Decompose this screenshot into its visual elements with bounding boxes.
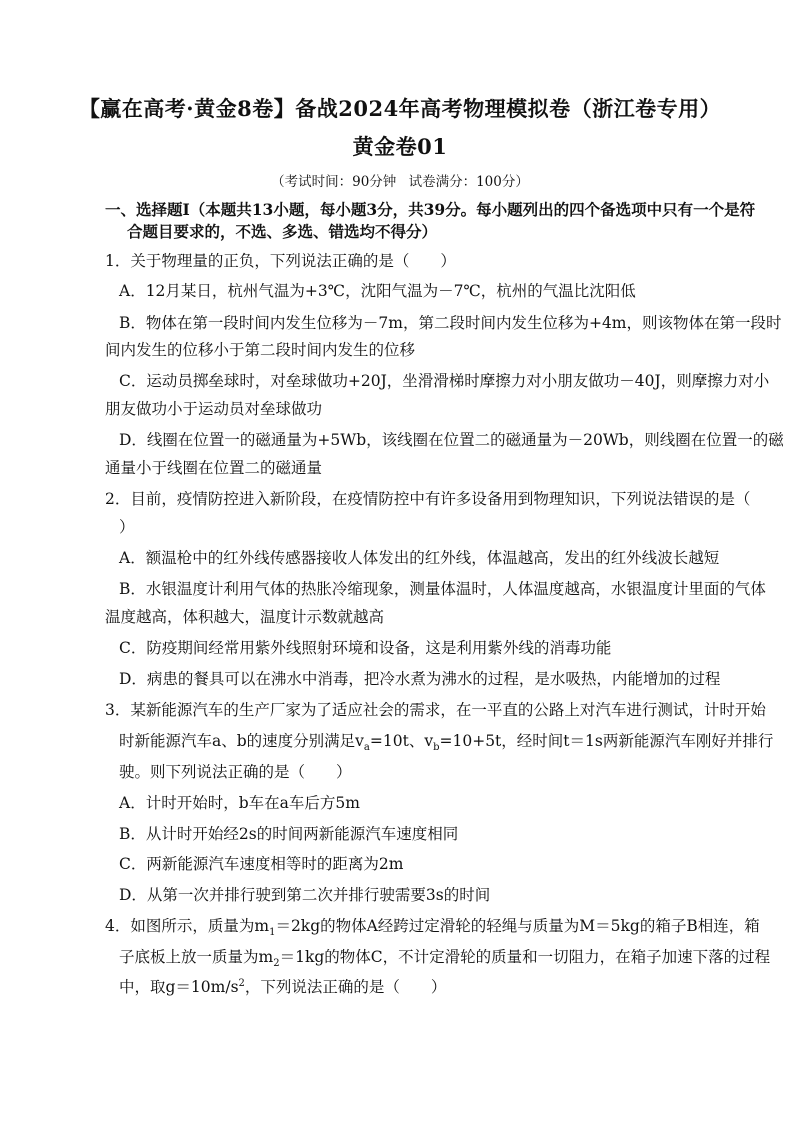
section-heading-line2: 合题目要求的，不选、多选、错选均不得分） bbox=[127, 222, 438, 241]
q1-stem: 1．关于物理量的正负，下列说法正确的是（ ） bbox=[105, 252, 456, 270]
q2-option-a: A．额温枪中的红外线传感器接收人体发出的红外线，体温越高，发出的红外线波长越短 bbox=[119, 549, 720, 567]
q1-option-d-line2: 通量小于线圈在位置二的磁通量 bbox=[105, 459, 323, 477]
exam-title: 【赢在高考·黄金8卷】备战2024年高考物理模拟卷（浙江卷专用） bbox=[78, 96, 722, 121]
q3-stem-line1: 3．某新能源汽车的生产厂家为了适应社会的需求，在一平直的公路上对汽车进行测试，计时开始 bbox=[105, 701, 766, 719]
q3-option-d: D．从第一次并排行驶到第二次并排行驶需要3s的时间 bbox=[119, 886, 491, 904]
exam-time: （考试时间：90分钟 bbox=[271, 174, 397, 190]
q3-stem-line2-post: =10+5t，经时间t＝1s两新能源汽车刚好并排行 bbox=[439, 732, 774, 750]
q4-superscript-2: 2 bbox=[238, 977, 245, 989]
q3-stem-line2-pre: 时新能源汽车a、b的速度分别满足v bbox=[119, 732, 364, 750]
q2-stem-line1: 2．目前，疫情防控进入新阶段，在疫情防控中有许多设备用到物理知识，下列说法错误的是（ bbox=[105, 490, 751, 508]
q4-stem-line3-pre: 中，取g＝10m/s bbox=[119, 978, 239, 996]
q4-subscript-1: 1 bbox=[269, 927, 276, 939]
q1-option-a: A．12月某日，杭州气温为+3℃，沈阳气温为－7℃，杭州的气温比沈阳低 bbox=[119, 282, 636, 300]
q3-subscript-b: b bbox=[433, 742, 440, 754]
q3-option-c: C．两新能源汽车速度相等时的距离为2m bbox=[119, 855, 404, 873]
q4-stem-line3-post: ，下列说法正确的是（ ） bbox=[244, 978, 447, 996]
q1-option-b-line2: 间内发生的位移小于第二段时间内发生的位移 bbox=[105, 341, 416, 359]
exam-subtitle: 黄金卷01 bbox=[352, 134, 448, 159]
q4-stem-line3 bbox=[119, 977, 719, 997]
q2-option-b-line1: B．水银温度计利用气体的热胀冷缩现象，测量体温时，人体温度越高，水银温度计里面的气体 bbox=[119, 580, 766, 598]
q2-option-b-line2: 温度越高，体积越大，温度计示数就越高 bbox=[105, 608, 385, 626]
full-score: 试卷满分：100分） bbox=[408, 174, 529, 190]
q4-stem-line2 bbox=[119, 947, 771, 970]
q3-stem-line2 bbox=[119, 731, 774, 754]
q4-stem-line1 bbox=[105, 916, 760, 939]
q2-option-d: D．病患的餐具可以在沸水中消毒，把冷水煮为沸水的过程，是水吸热，内能增加的过程 bbox=[119, 670, 721, 688]
q2-option-c: C．防疫期间经常用紫外线照射环境和设备，这是利用紫外线的消毒功能 bbox=[119, 639, 612, 657]
q1-option-c-line1: C．运动员掷垒球时，对垒球做功+20J，坐滑滑梯时摩擦力对小朋友做功－40J，则摩擦力对小 bbox=[119, 372, 770, 390]
q2-stem-line2: ） bbox=[119, 518, 135, 536]
q3-stem-line2-mid: =10t、v bbox=[369, 732, 434, 750]
q4-stem-line1-pre: 4．如图所示，质量为m bbox=[105, 917, 270, 935]
q3-stem-line3: 驶。则下列说法正确的是（ ） bbox=[119, 763, 352, 781]
exam-meta bbox=[0, 170, 800, 190]
q4-stem-line1-post: ＝2kg的物体A经跨过定滑轮的轻绳与质量为M＝5kg的箱子B相连，箱 bbox=[275, 917, 760, 935]
q4-subscript-2: 2 bbox=[273, 958, 280, 970]
q4-stem-line2-pre: 子底板上放一质量为m bbox=[119, 948, 274, 966]
q3-option-b: B．从计时开始经2s的时间两新能源汽车速度相同 bbox=[119, 825, 459, 843]
q3-subscript-a: a bbox=[363, 742, 370, 754]
section-heading-line1: 一、选择题Ⅰ（本题共13小题，每小题3分，共39分。每小题列出的四个备选项中只有一个是符 bbox=[105, 200, 756, 219]
q3-option-a: A．计时开始时，b车在a车后方5m bbox=[119, 794, 360, 812]
q1-option-c-line2: 朋友做功小于运动员对垒球做功 bbox=[105, 400, 323, 418]
q1-option-b-line1: B．物体在第一段时间内发生位移为－7m，第二段时间内发生位移为+4m，则该物体在第一段时 bbox=[119, 314, 782, 332]
q4-stem-line2-post: ＝1kg的物体C，不计定滑轮的质量和一切阻力，在箱子加速下落的过程 bbox=[279, 948, 771, 966]
q1-option-d-line1: D．线圈在位置一的磁通量为+5Wb，该线圈在位置二的磁通量为－20Wb，则线圈在位置一的磁 bbox=[119, 431, 784, 449]
